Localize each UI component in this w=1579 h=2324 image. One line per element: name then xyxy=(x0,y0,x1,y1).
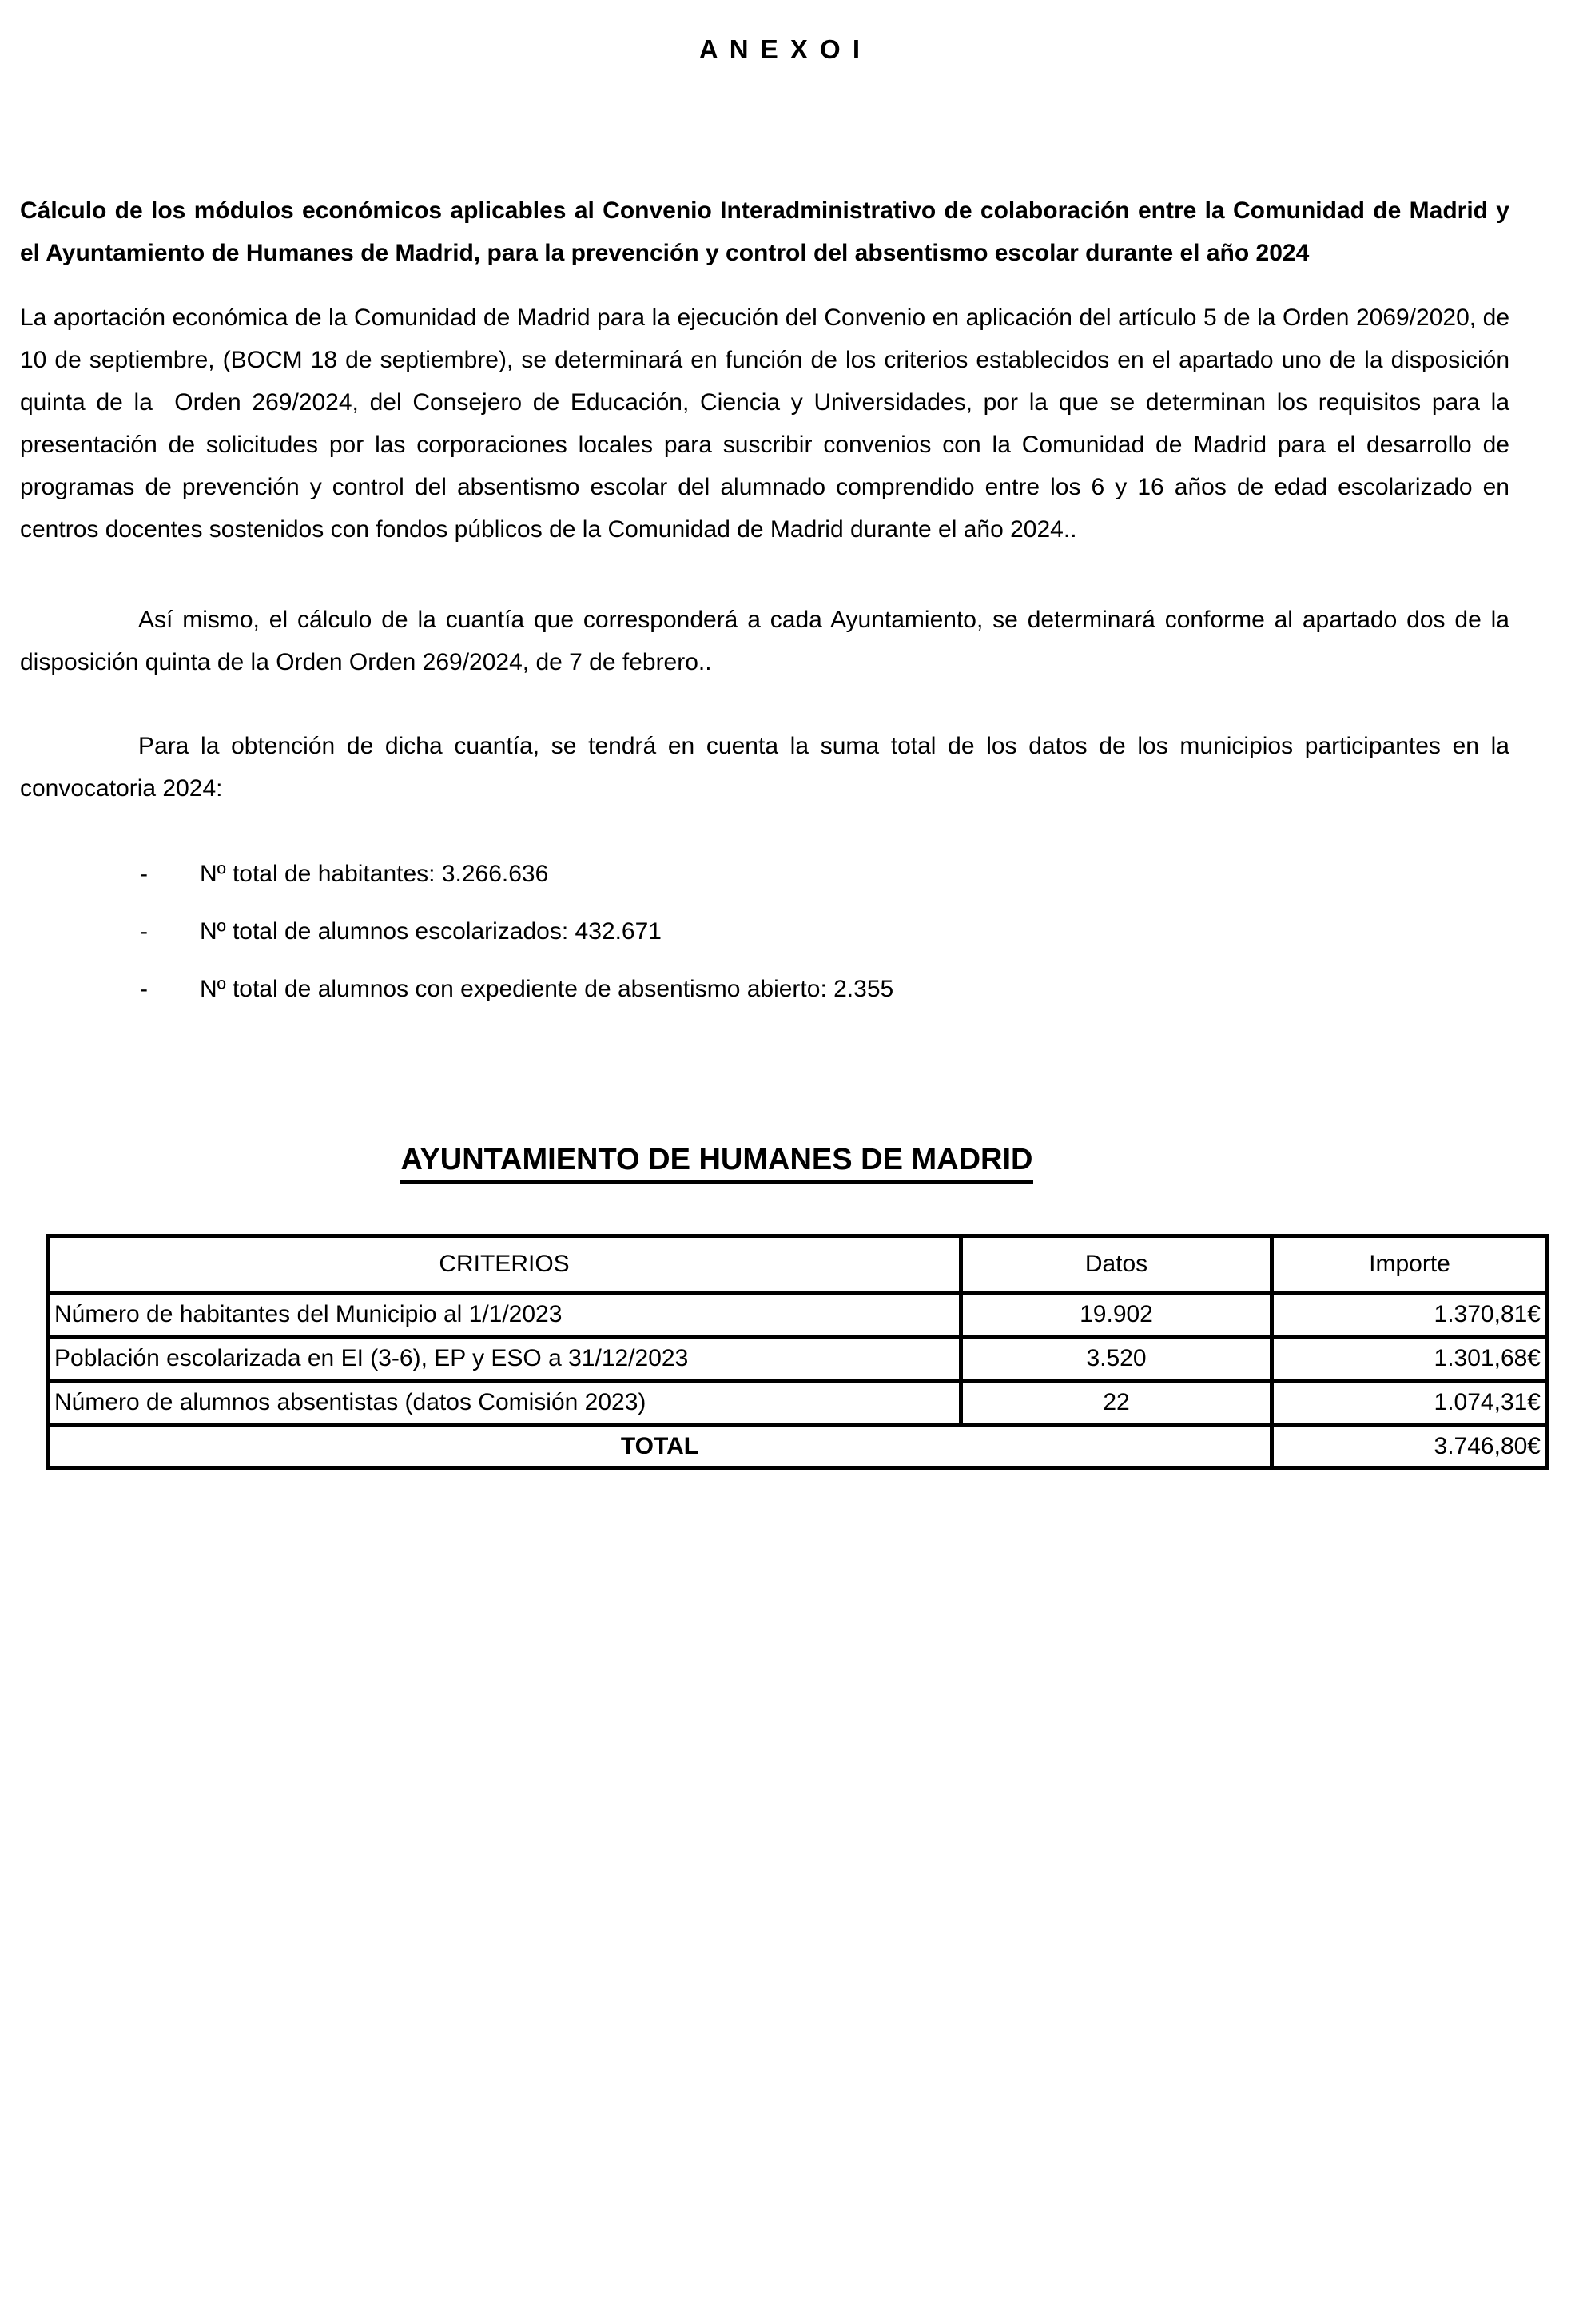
cell-datos: 3.520 xyxy=(961,1337,1272,1381)
list-item-expedientes-absentismo xyxy=(140,968,1509,1010)
list-dash-marker: - xyxy=(140,918,148,945)
column-header-importe: Importe xyxy=(1272,1236,1548,1293)
list-item-text: Nº total de alumnos con expediente de absentismo abierto: 2.355 xyxy=(200,976,894,1002)
criteria-table xyxy=(46,1234,1549,1470)
list-item-alumnos-escolarizados xyxy=(140,910,1509,953)
table-header-row xyxy=(48,1236,1548,1293)
annex-title: A N E X O I xyxy=(698,34,863,64)
cell-importe: 1.074,31€ xyxy=(1272,1381,1548,1425)
list-dash-marker: - xyxy=(140,861,148,887)
table-total-row xyxy=(48,1425,1548,1469)
cell-datos: 22 xyxy=(961,1381,1272,1425)
list-item-habitantes xyxy=(140,853,1509,895)
paragraph-calculation-method: Así mismo, el cálculo de la cuantía que corresponderá a cada Ayuntamiento, se determinará conforme al apartado dos de la disposición quinta de la Orden Orden 269/2024, de 7 de febrero.. xyxy=(20,607,1517,675)
cell-importe: 1.301,68€ xyxy=(1272,1337,1548,1381)
cell-datos: 19.902 xyxy=(961,1293,1272,1337)
total-label: TOTAL xyxy=(48,1425,1272,1469)
table-row xyxy=(48,1293,1548,1337)
cell-importe: 1.370,81€ xyxy=(1272,1293,1548,1337)
column-header-datos: Datos xyxy=(961,1236,1272,1293)
list-item-text: Nº total de alumnos escolarizados: 432.671 xyxy=(200,918,662,945)
total-importe: 3.746,80€ xyxy=(1272,1425,1548,1469)
totals-list xyxy=(20,853,1509,1010)
paragraph-funding-basis: La aportación económica de la Comunidad de Madrid para la ejecución del Convenio en aplicación del artículo 5 de la Orden 2069/2020, de 10 de septiembre, (BOCM 18 de septiembre), se determinará en función de los criterios establecidos en el apartado uno de la disposición quinta de la Orden 269/2024, del Consejero de Educación, Ciencia y Universidades, por la que se determinan los requisitos para la presentación de solicitudes por las corporaciones locales para suscribir convenios con la Comunidad de Madrid para el desarrollo de programas de prevención y control del absentismo escolar del alumnado comprendido entre los 6 y 16 años de edad escolarizado en centros docentes sostenidos con fondos públicos de la Comunidad de Madrid durante el año 2024.. xyxy=(20,304,1517,543)
list-dash-marker: - xyxy=(140,976,148,1002)
column-header-criterios: CRITERIOS xyxy=(48,1236,961,1293)
cell-criterio: Número de alumnos absentistas (datos Comisión 2023) xyxy=(48,1381,961,1425)
cell-criterio: Población escolarizada en EI (3-6), EP y ESO a 31/12/2023 xyxy=(48,1337,961,1381)
municipality-heading-text: AYUNTAMIENTO DE HUMANES DE MADRID xyxy=(400,1142,1032,1184)
municipality-heading xyxy=(20,1142,1414,1184)
table-row xyxy=(48,1337,1548,1381)
paragraph-totals-intro: Para la obtención de dicha cuantía, se tendrá en cuenta la suma total de los datos de los municipios participantes en la convocatoria 2024: xyxy=(20,733,1517,802)
intro-heading: Cálculo de los módulos económicos aplicables al Convenio Interadministrativo de colaboración entre la Comunidad de Madrid y el Ayuntamiento de Humanes de Madrid, para la prevención y control del absentismo escolar durante el año 2024 xyxy=(20,197,1517,266)
table-row xyxy=(48,1381,1548,1425)
cell-criterio: Número de habitantes del Municipio al 1/1/2023 xyxy=(48,1293,961,1337)
list-item-text: Nº total de habitantes: 3.266.636 xyxy=(200,861,549,887)
